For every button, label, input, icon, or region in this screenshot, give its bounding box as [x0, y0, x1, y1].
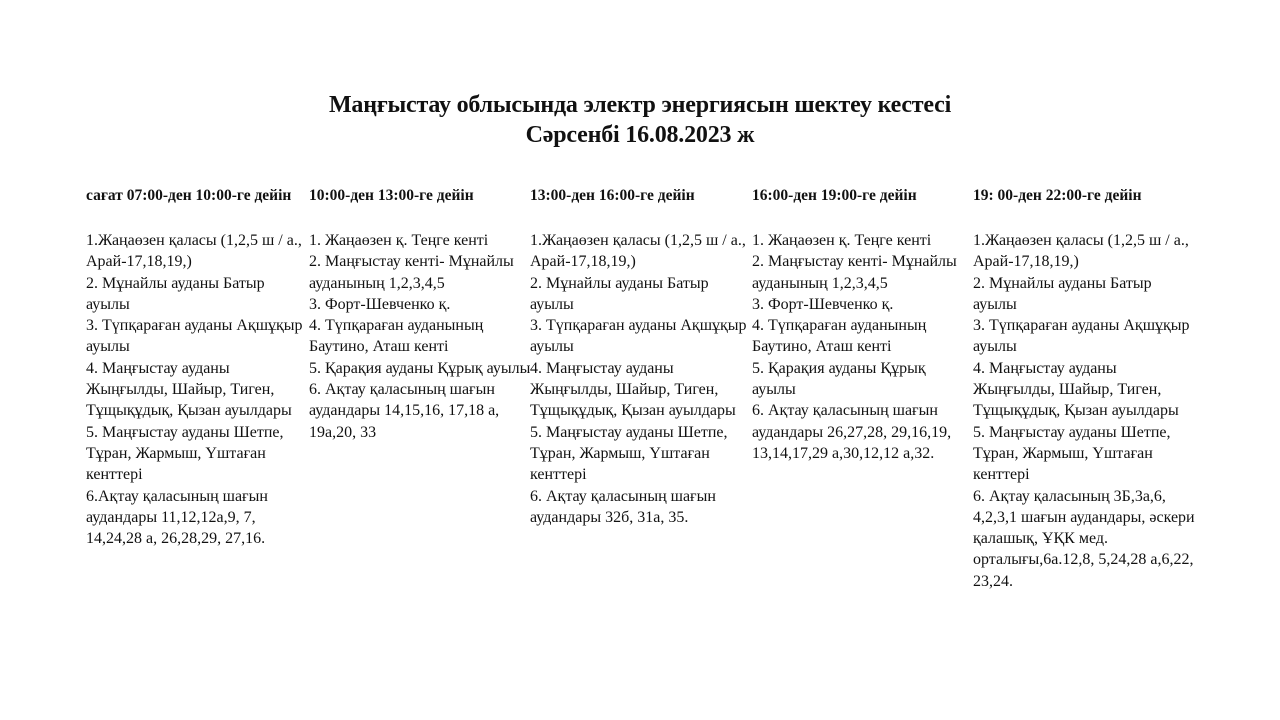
area-item: 6. Ақтау қаласының шағын аудандары 14,15,16, 17,18 а, 19а,20, 33 — [309, 381, 500, 441]
area-list — [309, 230, 531, 443]
area-item: 4. Маңғыстау ауданы Жыңғылды, Шайыр, Тиген, Тұщықұдық, Қызан ауылдары — [86, 359, 292, 420]
document-title: Маңғыстау облысында электр энергиясын шектеу кестесі — [328, 92, 952, 118]
schedule-column-3 — [530, 185, 752, 528]
area-item: 3. Түпқараған ауданы Ақшұқыр ауылы — [973, 317, 1190, 356]
area-item: 3. Түпқараған ауданы Ақшұқыр ауылы — [530, 317, 747, 356]
area-item: 6.Ақтау қаласының шағын аудандары 11,12,12а,9, 7, 14,24,28 а, 26,28,29, 27,16. — [86, 487, 268, 548]
schedule-column-2 — [309, 185, 531, 443]
area-item: 6. Ақтау қаласының 3Б,3а,6, 4,2,3,1 шағын аудандары, әскери қалашық, ҰҚК мед. орталығы,6а.12,8, 5,24,28 а,6,22, 23,24. — [973, 487, 1195, 590]
area-list — [530, 230, 752, 528]
area-item: 1. Жаңаөзен қ. Теңге кенті — [309, 232, 489, 249]
area-item: 5. Маңғыстау ауданы Шетпе, Тұран, Жармыш, Үштаған кенттері — [530, 423, 728, 484]
schedule-column-4 — [752, 185, 972, 464]
area-item: 6. Ақтау қаласының шағын аудандары 26,27,28, 29,16,19, 13,14,17,29 а,30,12,12 а,32. — [752, 402, 952, 462]
document-date: Сәрсенбі 16.08.2023 ж — [525, 122, 755, 148]
area-item: 2. Маңғыстау кенті- Мұнайлы ауданының 1,2,3,4,5 — [752, 253, 957, 292]
area-list — [86, 230, 308, 549]
area-item: 2. Мұнайлы ауданы Батыр ауылы — [530, 274, 709, 313]
area-item: 5. Маңғыстау ауданы Шетпе, Тұран, Жармыш, Үштаған кенттері — [973, 423, 1171, 484]
area-item: 2. Маңғыстау кенті- Мұнайлы ауданының 1,2,3,4,5 — [309, 253, 514, 292]
schedule-column-5 — [973, 185, 1195, 592]
area-item: 5. Қарақия ауданы Құрық ауылы — [309, 359, 531, 377]
time-slot-header: сағат 07:00-ден 10:00-ге дейін — [86, 187, 292, 204]
area-item: 1.Жаңаөзен қаласы (1,2,5 ш / а., Арай-17,18,19,) — [86, 232, 302, 271]
area-item: 4. Маңғыстау ауданы Жыңғылды, Шайыр, Тиген, Тұщықұдық, Қызан ауылдары — [973, 359, 1179, 420]
document-title-block — [0, 90, 1280, 150]
area-item: 5. Маңғыстау ауданы Шетпе, Тұран, Жармыш, Үштаған кенттері — [86, 423, 284, 484]
area-item: 1.Жаңаөзен қаласы (1,2,5 ш / а., Арай-17,18,19,) — [973, 232, 1189, 271]
area-list — [973, 230, 1195, 592]
time-slot-header: 16:00-ден 19:00-ге дейін — [752, 187, 917, 204]
area-list — [752, 230, 972, 464]
area-item: 3. Форт-Шевченко қ. — [752, 295, 894, 313]
schedule-column-1 — [86, 185, 308, 549]
area-item: 3. Форт-Шевченко қ. — [309, 295, 451, 313]
area-item: 1.Жаңаөзен қаласы (1,2,5 ш / а., Арай-17,18,19,) — [530, 232, 746, 271]
area-item: 1. Жаңаөзен қ. Теңге кенті — [752, 232, 932, 249]
time-slot-header: 10:00-ден 13:00-ге дейін — [309, 187, 474, 204]
area-item: 2. Мұнайлы ауданы Батыр ауылы — [86, 274, 265, 313]
area-item: 5. Қарақия ауданы Құрық ауылы — [752, 359, 926, 399]
area-item: 2. Мұнайлы ауданы Батыр ауылы — [973, 274, 1152, 313]
area-item: 4. Түпқараған ауданының Баутино, Аташ кенті — [752, 317, 927, 356]
area-item: 4. Маңғыстау ауданы Жыңғылды, Шайыр, Тиген, Тұщықұдық, Қызан ауылдары — [530, 359, 736, 420]
area-item: 6. Ақтау қаласының шағын аудандары 32б, 31а, 35. — [530, 487, 716, 526]
area-item: 4. Түпқараған ауданының Баутино, Аташ кенті — [309, 317, 484, 356]
time-slot-header: 19: 00-ден 22:00-ге дейін — [973, 187, 1142, 204]
area-item: 3. Түпқараған ауданы Ақшұқыр ауылы — [86, 317, 303, 356]
time-slot-header: 13:00-ден 16:00-ге дейін — [530, 187, 695, 204]
